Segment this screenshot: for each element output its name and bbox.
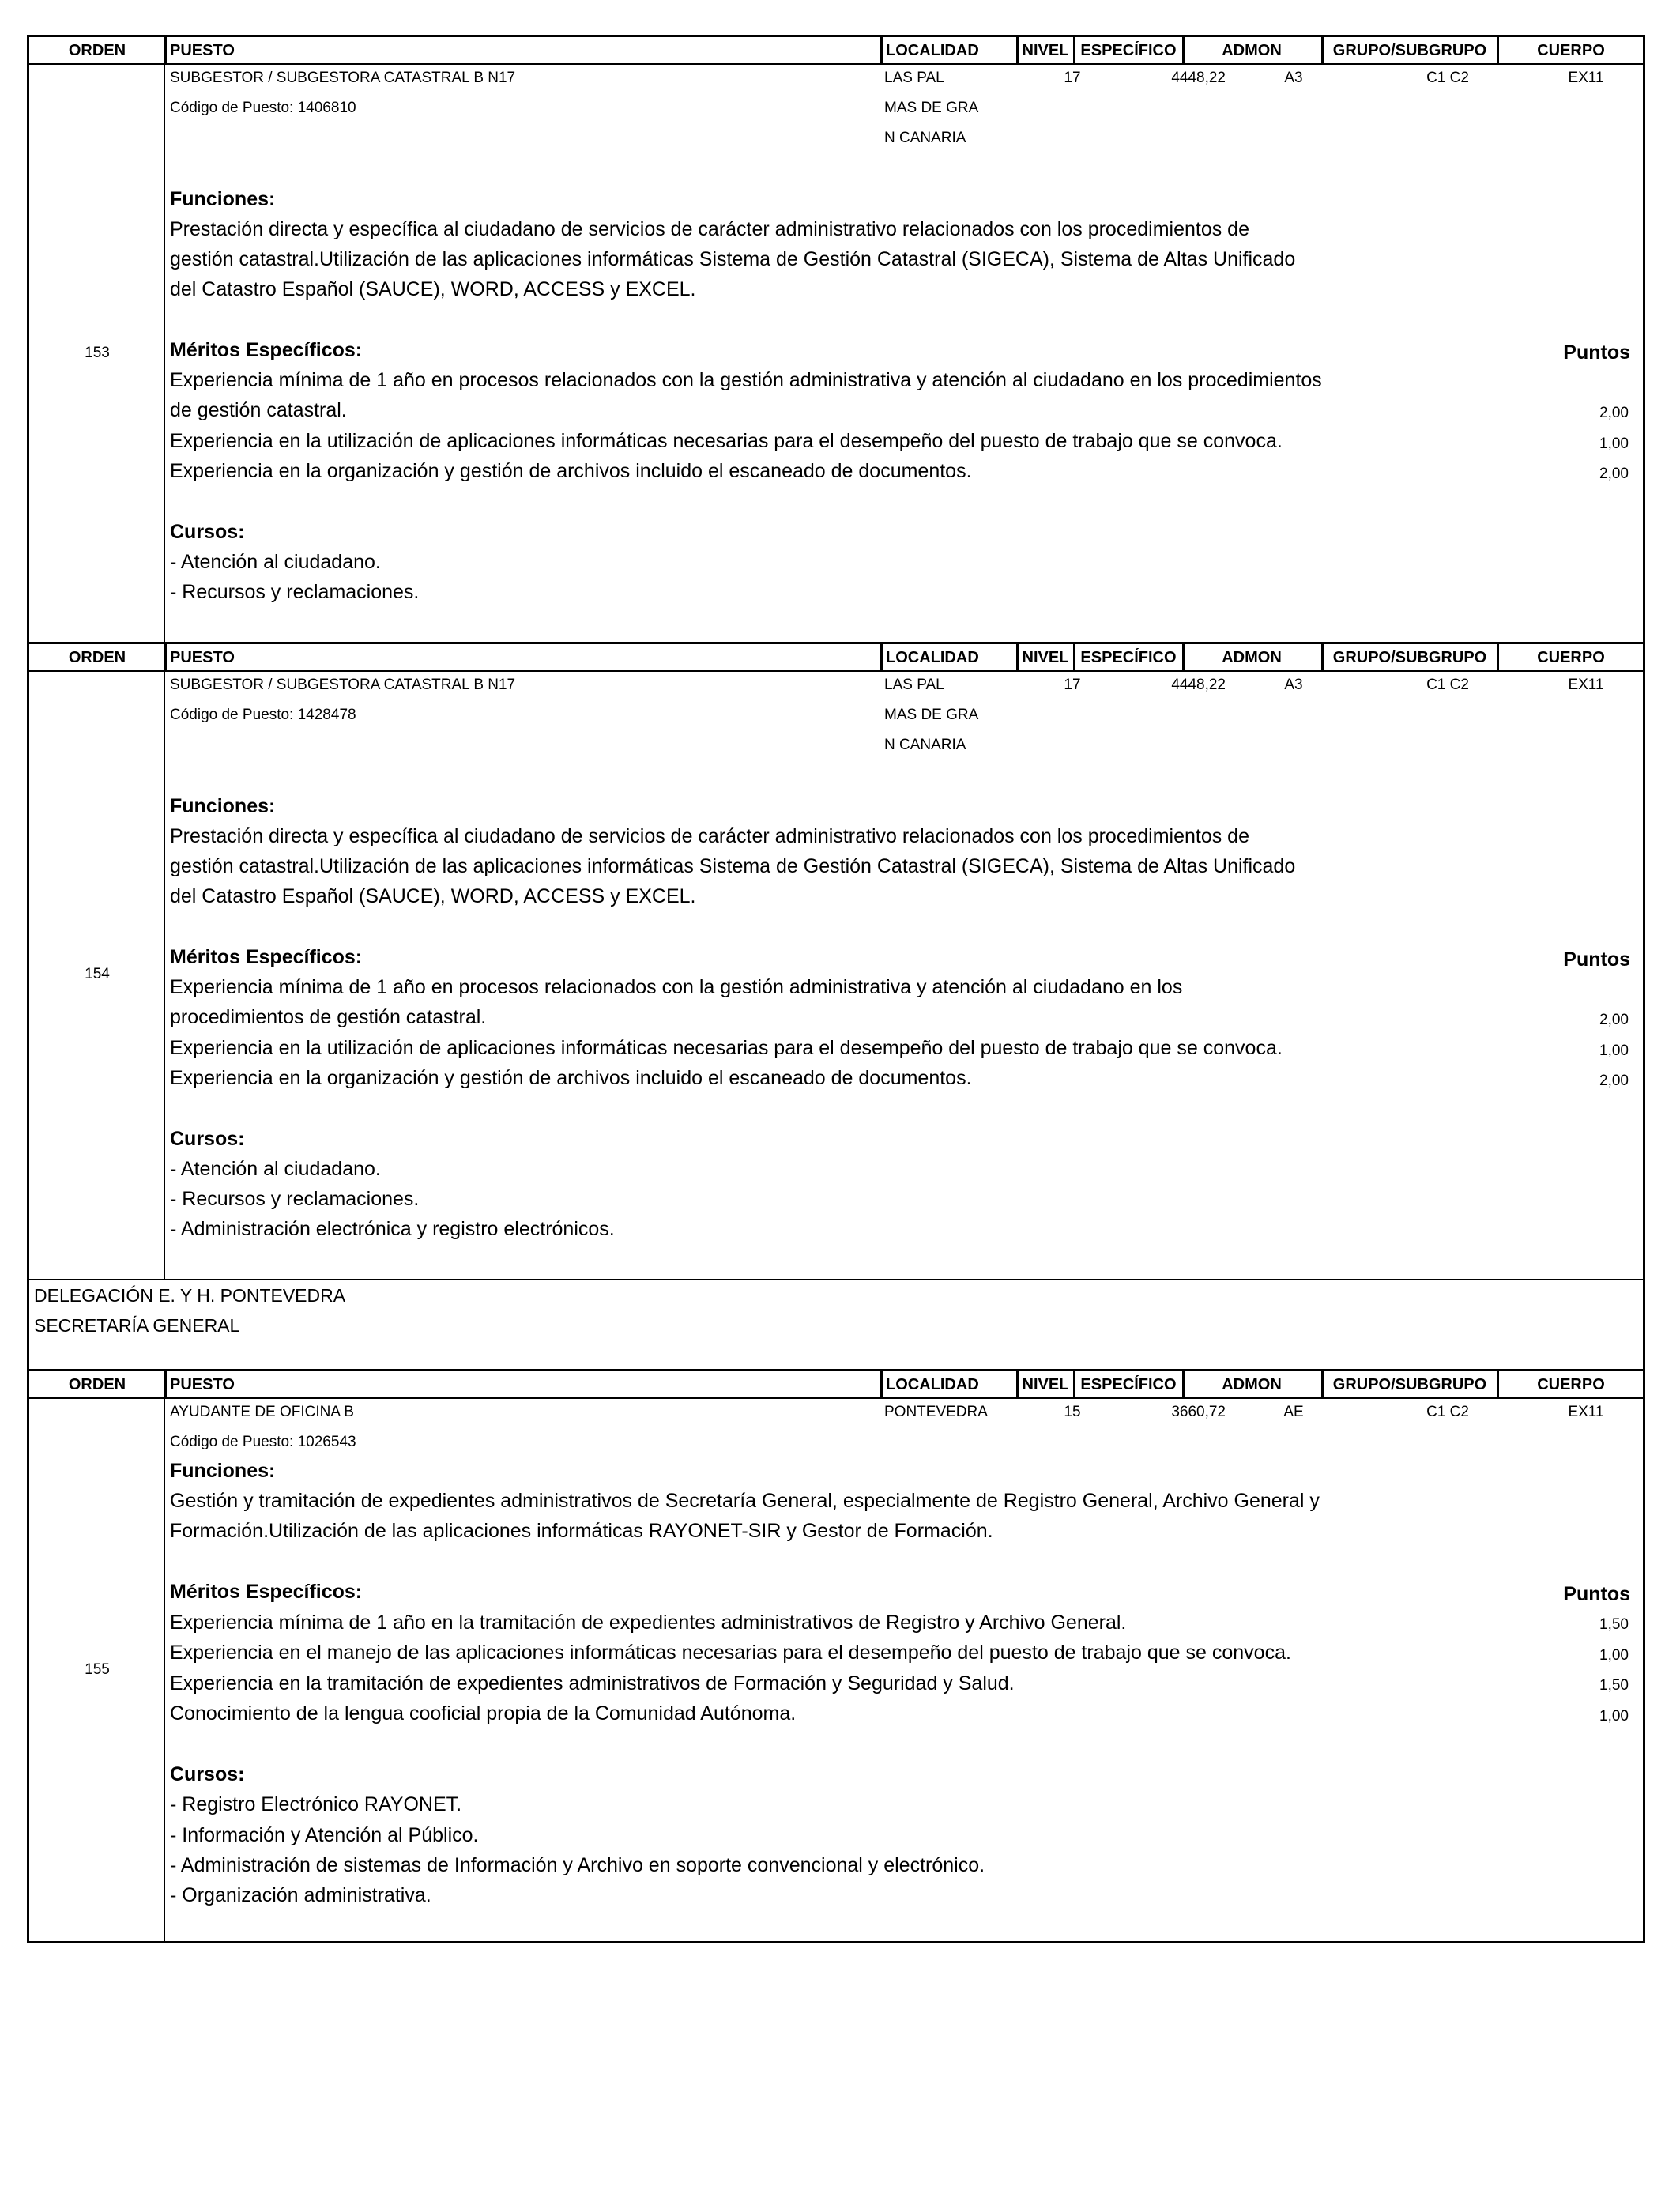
puntos-label: Puntos [1563,341,1630,364]
table-header [27,1369,1645,1399]
cuerpo-value: EX11 [1568,70,1604,86]
entry-154 [27,672,1645,1279]
merito-line: Experiencia mínima de 1 año en procesos relacionados con la gestión administrativa y atención al ciudadano en los procedimientos [170,369,1322,391]
merito-line: Experiencia en el manejo de las aplicaciones informáticas necesarias para el desempeño del puesto de trabajo que se convoca. [170,1642,1291,1664]
puesto-title: SUBGESTOR / SUBGESTORA CATASTRAL B N17 [170,70,516,86]
funciones-label: Funciones: [170,795,276,817]
header-cuerpo: CUERPO [1537,1376,1605,1393]
merito-points: 2,00 [1599,1072,1629,1089]
merito-points: 1,50 [1599,1677,1629,1694]
header-especifico: ESPECÍFICO [1080,1376,1177,1393]
nivel-value: 17 [1064,70,1081,86]
entry-153 [27,65,1645,642]
header-admon: ADMON [1222,1376,1282,1393]
merito-line: Experiencia en la organización y gestión de archivos incluido el escaneado de documentos. [170,1067,972,1089]
header-cuerpo: CUERPO [1537,649,1605,666]
funciones-label: Funciones: [170,1460,276,1482]
funciones-line: del Catastro Español (SAUCE), WORD, ACCESS y EXCEL. [170,885,696,907]
table-bottom-border [27,1941,1645,1943]
header-grupo: GRUPO/SUBGRUPO [1332,649,1487,666]
cuerpo-value: EX11 [1568,1404,1604,1420]
header-nivel: NIVEL [1022,1376,1069,1393]
localidad-line: N CANARIA [884,737,966,753]
header-localidad: LOCALIDAD [886,42,979,59]
header-admon: ADMON [1222,649,1282,666]
curso-line: - Recursos y reclamaciones. [170,581,420,603]
header-orden: ORDEN [68,42,126,59]
curso-line: - Atención al ciudadano. [170,551,381,573]
header-nivel: NIVEL [1022,42,1069,59]
puntos-label: Puntos [1563,948,1630,971]
section-delegacion: DELEGACIÓN E. Y H. PONTEVEDRA [34,1285,346,1306]
header-especifico: ESPECÍFICO [1080,649,1177,666]
grupo-value: C1 C2 [1426,70,1469,86]
header-localidad: LOCALIDAD [886,649,979,666]
section-heading [27,1279,1645,1369]
merito-points: 2,00 [1599,1012,1629,1028]
header-grupo: GRUPO/SUBGRUPO [1332,1376,1487,1393]
localidad-line: LAS PAL [884,70,944,86]
curso-line: - Administración de sistemas de Información y Archivo en soporte convencional y electrónico. [170,1854,985,1876]
merito-line: Experiencia en la utilización de aplicaciones informáticas necesarias para el desempeño del puesto de trabajo que se convoca. [170,430,1283,452]
curso-line: - Administración electrónica y registro electrónicos. [170,1218,615,1240]
header-puesto: PUESTO [170,1376,235,1393]
header-especifico: ESPECÍFICO [1080,42,1177,59]
meritos-label: Méritos Específicos: [170,339,363,361]
admon-value: A3 [1284,677,1303,693]
merito-line: Experiencia mínima de 1 año en la tramitación de expedientes administrativos de Registro y Archivo General. [170,1612,1127,1634]
especifico-value: 4448,22 [1171,677,1226,693]
merito-line: procedimientos de gestión catastral. [170,1006,487,1028]
codigo-puesto: Código de Puesto: 1406810 [170,100,356,116]
header-orden: ORDEN [68,1376,126,1393]
merito-line: de gestión catastral. [170,399,347,421]
orden-number: 153 [85,345,110,361]
merito-points: 1,50 [1599,1616,1629,1633]
section-secretaria: SECRETARÍA GENERAL [34,1315,240,1336]
orden-number: 155 [85,1661,110,1678]
localidad-line: MAS DE GRA [884,707,979,723]
entry-155 [27,1399,1645,1941]
admon-value: AE [1283,1404,1304,1420]
codigo-puesto: Código de Puesto: 1026543 [170,1434,356,1450]
table-header [27,642,1645,672]
merito-points: 1,00 [1599,435,1629,452]
merito-line: Conocimiento de la lengua cooficial propia de la Comunidad Autónoma. [170,1702,797,1725]
puesto-title: SUBGESTOR / SUBGESTORA CATASTRAL B N17 [170,677,516,693]
puntos-label: Puntos [1563,1583,1630,1605]
cursos-label: Cursos: [170,1763,245,1785]
header-cuerpo: CUERPO [1537,42,1605,59]
curso-line: - Información y Atención al Público. [170,1824,479,1846]
merito-points: 1,00 [1599,1647,1629,1664]
localidad-line: PONTEVEDRA [884,1404,988,1420]
merito-line: Experiencia en la tramitación de expedientes administrativos de Formación y Seguridad y Salud. [170,1672,1015,1695]
funciones-line: Prestación directa y específica al ciudadano de servicios de carácter administrativo relacionados con los procedimientos de [170,218,1249,240]
curso-line: - Recursos y reclamaciones. [170,1188,420,1210]
header-orden: ORDEN [68,649,126,666]
header-nivel: NIVEL [1022,649,1069,666]
especifico-value: 3660,72 [1171,1404,1226,1420]
header-localidad: LOCALIDAD [886,1376,979,1393]
merito-points: 1,00 [1599,1042,1629,1059]
funciones-line: del Catastro Español (SAUCE), WORD, ACCESS y EXCEL. [170,278,696,300]
curso-line: - Organización administrativa. [170,1884,431,1906]
funciones-line: Gestión y tramitación de expedientes administrativos de Secretaría General, especialmente de Registro General, Archivo General y [170,1490,1320,1512]
especifico-value: 4448,22 [1171,70,1226,86]
codigo-puesto: Código de Puesto: 1428478 [170,707,356,723]
localidad-line: MAS DE GRA [884,100,979,116]
merito-points: 2,00 [1599,405,1629,421]
puesto-title: AYUDANTE DE OFICINA B [170,1404,354,1420]
funciones-label: Funciones: [170,188,276,210]
header-grupo: GRUPO/SUBGRUPO [1332,42,1487,59]
grupo-value: C1 C2 [1426,677,1469,693]
funciones-line: Formación.Utilización de las aplicaciones informáticas RAYONET-SIR y Gestor de Formación. [170,1520,993,1542]
cuerpo-value: EX11 [1568,677,1604,693]
meritos-label: Méritos Específicos: [170,946,363,968]
funciones-line: gestión catastral.Utilización de las aplicaciones informáticas Sistema de Gestión Catastral (SIGECA), Sistema de Altas Unificado [170,855,1296,877]
merito-line: Experiencia mínima de 1 año en procesos relacionados con la gestión administrativa y atención al ciudadano en los [170,976,1183,998]
localidad-line: LAS PAL [884,677,944,693]
curso-line: - Registro Electrónico RAYONET. [170,1793,462,1815]
merito-line: Experiencia en la utilización de aplicaciones informáticas necesarias para el desempeño del puesto de trabajo que se convoca. [170,1037,1283,1059]
orden-number: 154 [85,966,110,982]
grupo-value: C1 C2 [1426,1404,1469,1420]
nivel-value: 15 [1064,1404,1081,1420]
merito-points: 2,00 [1599,466,1629,482]
funciones-line: Prestación directa y específica al ciudadano de servicios de carácter administrativo relacionados con los procedimientos de [170,825,1249,847]
admon-value: A3 [1284,70,1303,86]
cursos-label: Cursos: [170,521,245,543]
merito-line: Experiencia en la organización y gestión de archivos incluido el escaneado de documentos. [170,460,972,482]
localidad-line: N CANARIA [884,130,966,146]
document [27,35,1645,1943]
header-puesto: PUESTO [170,649,235,666]
funciones-line: gestión catastral.Utilización de las aplicaciones informáticas Sistema de Gestión Catastral (SIGECA), Sistema de Altas Unificado [170,248,1296,270]
merito-points: 1,00 [1599,1708,1629,1725]
header-admon: ADMON [1222,42,1282,59]
nivel-value: 17 [1064,677,1081,693]
cursos-label: Cursos: [170,1128,245,1150]
meritos-label: Méritos Específicos: [170,1581,363,1603]
header-puesto: PUESTO [170,42,235,59]
curso-line: - Atención al ciudadano. [170,1158,381,1180]
table-header [27,35,1645,65]
